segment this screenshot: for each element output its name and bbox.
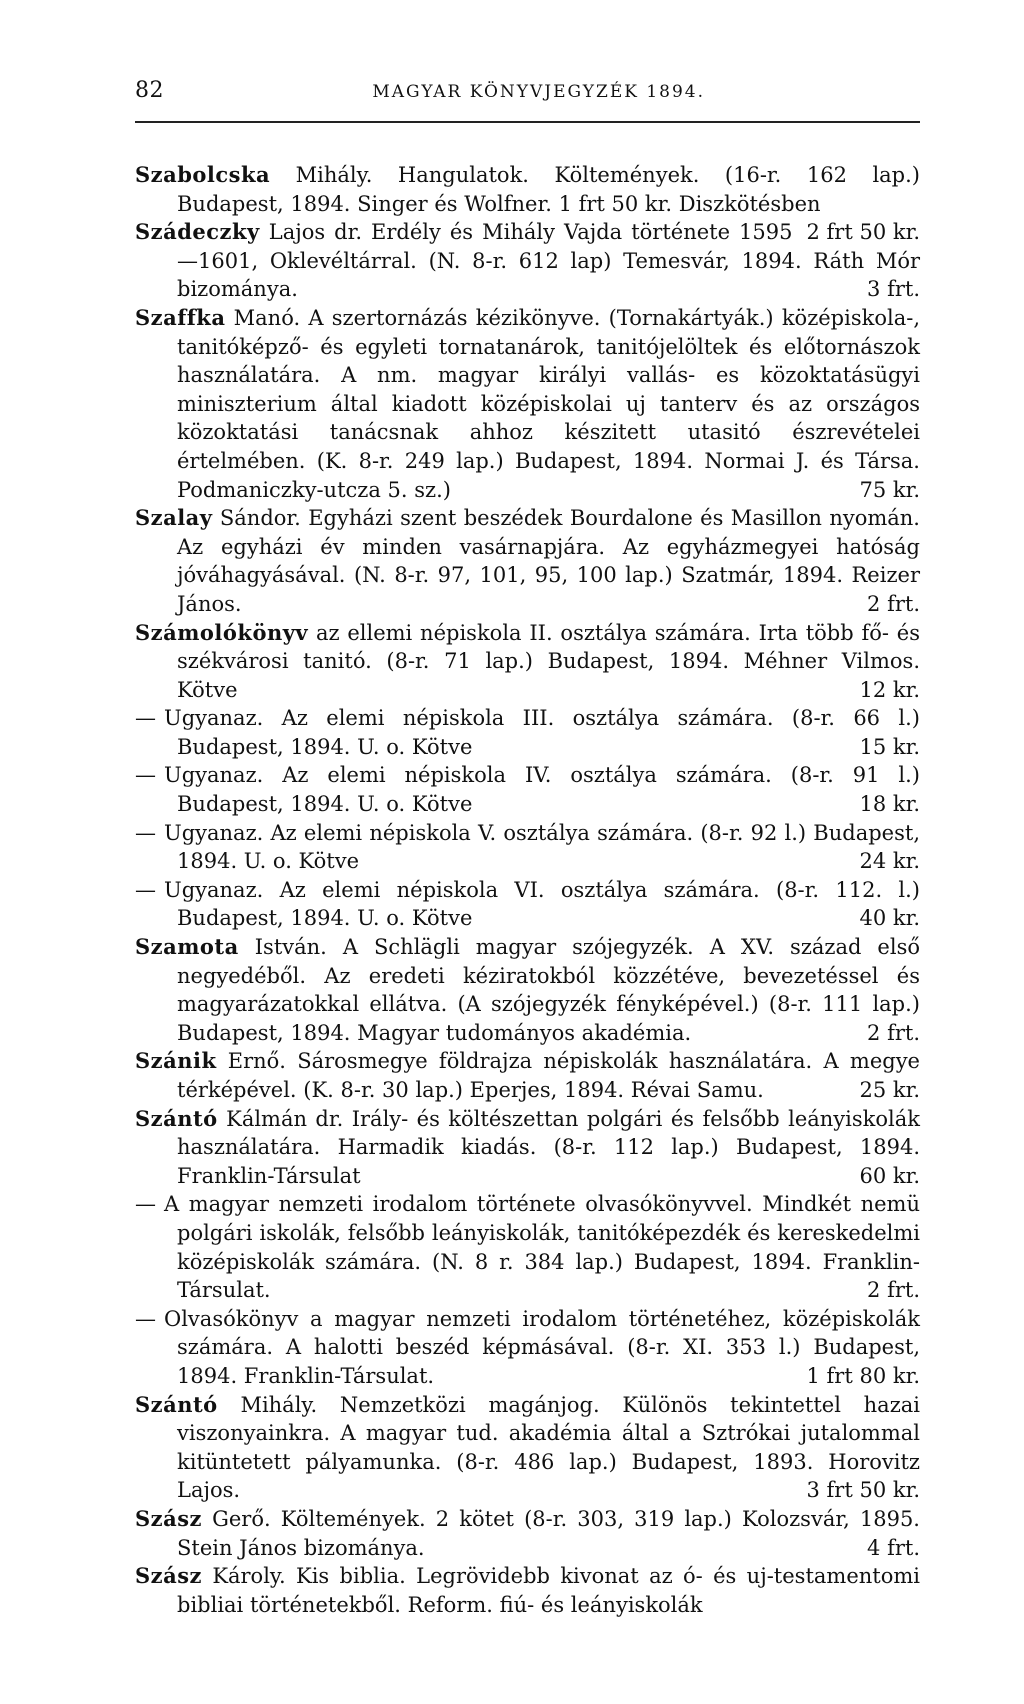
entry-author: Szántó <box>135 1391 218 1417</box>
catalog-entries <box>135 161 920 1619</box>
entry-dash: — <box>135 877 156 902</box>
entry-text: az ellemi népiskola II. osztálya számára. Irta több fő- és székvárosi tanitó. (8-r. 71 lap.) Budapest, 1894. Méhner Vilmos. Kötve <box>177 620 920 702</box>
catalog-entry <box>135 704 920 761</box>
entry-text: A magyar nemzeti irodalom története olvasókönyvvel. Mindkét nemü polgári iskolák, felsőbb leányiskolák, tanitóképezdék és kereskedelmi középiskolák számára. (N. 8 r. 384 lap.) Budapest, 1894. Franklin-Társulat. <box>164 1192 920 1303</box>
entry-text: Kálmán dr. Irály- és költészettan polgári és felsőbb leányiskolák használatára. Harmadik kiadás. (8-r. 112 lap.) Budapest, 1894. Franklin-Társulat <box>177 1106 920 1188</box>
entry-price: 3 frt 50 kr. <box>806 1478 920 1503</box>
entry-price: 2 frt. <box>867 1020 920 1045</box>
entry-dash: — <box>135 820 156 845</box>
entry-price: 15 kr. <box>859 734 920 759</box>
catalog-entry <box>135 1047 920 1104</box>
entry-text: Károly. Kis biblia. Legrövidebb kivonat az ó- és uj-testamentomi bibliai történetekből. Reform. fiú- és leányiskolák <box>177 1564 920 1617</box>
entry-author: Szánik <box>135 1048 217 1074</box>
entry-author: Szász <box>135 1505 202 1531</box>
entry-dash: — <box>135 763 156 788</box>
catalog-entry <box>135 1562 920 1619</box>
entry-text: Olvasókönyv a magyar nemzeti irodalom történetéhez, középiskolák számára. A halotti beszéd képmásával. (8-r. XI. 353 l.) Budapest, 1894. Franklin-Társulat. <box>164 1306 920 1388</box>
entry-author: Szalay <box>135 505 213 531</box>
header-rule <box>135 121 920 123</box>
catalog-entry <box>135 1391 920 1505</box>
catalog-entry <box>135 218 920 304</box>
entry-dash: — <box>135 706 156 731</box>
entry-text: Ugyanaz. Az elemi népiskola V. osztálya számára. (8-r. 92 l.) Budapest, 1894. U. o. Kötve <box>164 820 920 874</box>
catalog-entry <box>135 504 920 618</box>
entry-price: 18 kr. <box>859 792 920 817</box>
entry-price: 2 frt 50 kr. <box>806 220 920 245</box>
catalog-entry <box>135 761 920 818</box>
page-header <box>135 78 920 103</box>
entry-text: Ernő. Sárosmegye földrajza népiskolák használatára. A megye térképével. (K. 8-r. 30 lap.) Eperjes, 1894. Révai Samu. <box>177 1049 920 1102</box>
catalog-entry <box>135 1305 920 1391</box>
entry-price: 2 frt. <box>867 591 920 616</box>
entry-author: Szántó <box>135 1105 218 1131</box>
entry-price: 1 frt 80 kr. <box>806 1363 920 1388</box>
entry-text: Manó. A szertornázás kézikönyve. (Tornakártyák.) középiskola-, tanitóképző- és egyleti tornatanárok, tanitójelöltek és előtornászok használatára. A nm. magyar királyi vallás- es közoktatásügyi miniszterium által kiadott középiskolai uj tanterv és az országos közoktatási tanácsnak ahhoz készitett utasitó észrevételei értelmében. (K. 8-r. 249 lap.) Budapest, 1894. Normai J. és Társa. Podmaniczky-utcza 5. sz.) <box>177 305 920 502</box>
entry-author: Számolókönyv <box>135 619 309 645</box>
catalog-entry <box>135 819 920 876</box>
entry-text: István. A Schlägli magyar szójegyzék. A XV. század első negyedéből. Az eredeti kéziratokból közzétéve, bevezetéssel és magyarázatokkal ellátva. (A szójegyzék fényképével.) (8-r. 111 lap.) Budapest, 1894. Magyar tudományos akadémia. <box>177 935 920 1045</box>
entry-price: 12 kr. <box>859 677 920 702</box>
page-number: 82 <box>135 78 164 103</box>
entry-price: 25 kr. <box>859 1078 920 1102</box>
catalog-entry <box>135 1505 920 1562</box>
entry-text: Ugyanaz. Az elemi népiskola IV. osztálya számára. (8-r. 91 l.) Budapest, 1894. U. o. Kötve <box>164 763 920 817</box>
entry-text: Ugyanaz. Az elemi népiskola III. osztálya számára. (8-r. 66 l.) Budapest, 1894. U. o. Kötve <box>164 706 920 759</box>
entry-price: 3 frt. <box>867 277 920 302</box>
entry-author: Szamota <box>135 934 239 960</box>
entry-price: 4 frt. <box>867 1535 920 1560</box>
catalog-entry <box>135 304 920 504</box>
entry-price: 24 kr. <box>859 849 920 874</box>
catalog-entry <box>135 619 920 705</box>
entry-text: Lajos dr. Erdély és Mihály Vajda története 1595—1601, Oklevéltárral. (N. 8-r. 612 lap) Temesvár, 1894. Ráth Mór bizománya. <box>177 220 920 302</box>
entry-dash: — <box>135 1192 156 1217</box>
entry-price: 75 kr. <box>859 477 920 502</box>
entry-price: 2 frt. <box>867 1278 920 1303</box>
entry-author: Szádeczky <box>135 219 260 245</box>
entry-author: Szaffka <box>135 304 226 330</box>
catalog-entry <box>135 933 920 1047</box>
entry-text: Mihály. Hangulatok. Költemények. (16-r. 162 lap.) Budapest, 1894. Singer és Wolfner. 1 frt 50 kr. Diszkötésben <box>177 163 920 216</box>
entry-text: Mihály. Nemzetközi magánjog. Különös tekintettel hazai viszonyainkra. A magyar tud. akadémia által a Sztrókai jutalommal kitüntetett pályamunka. (8-r. 486 lap.) Budapest, 1893. Horovitz Lajos. <box>177 1392 920 1503</box>
entry-text: Ugyanaz. Az elemi népiskola VI. osztálya számára. (8-r. 112. l.) Budapest, 1894. U. o. Kötve <box>164 877 920 931</box>
entry-price: 40 kr. <box>859 906 920 931</box>
entry-author: Szabolcska <box>135 162 271 187</box>
entry-text: Sándor. Egyházi szent beszédek Bourdalone és Masillon nyomán. Az egyházi év minden vasárnapjára. Az egyházmegyei hatóság jóváhagyásával. (N. 8-r. 97, 101, 95, 100 lap.) Szatmár, 1894. Reizer János. <box>177 506 920 616</box>
catalog-entry <box>135 876 920 933</box>
entry-text: Gerő. Költemények. 2 kötet (8-r. 303, 319 lap.) Kolozsvár, 1895. Stein János bizománya. <box>177 1506 920 1560</box>
entry-dash: — <box>135 1306 156 1331</box>
entry-price: 60 kr. <box>859 1163 920 1188</box>
running-title: MAGYAR KÖNYVJEGYZÉK 1894. <box>372 82 705 102</box>
catalog-entry <box>135 1190 920 1304</box>
entry-author: Szász <box>135 1563 202 1589</box>
catalog-entry <box>135 1105 920 1191</box>
document-page <box>135 78 920 1619</box>
